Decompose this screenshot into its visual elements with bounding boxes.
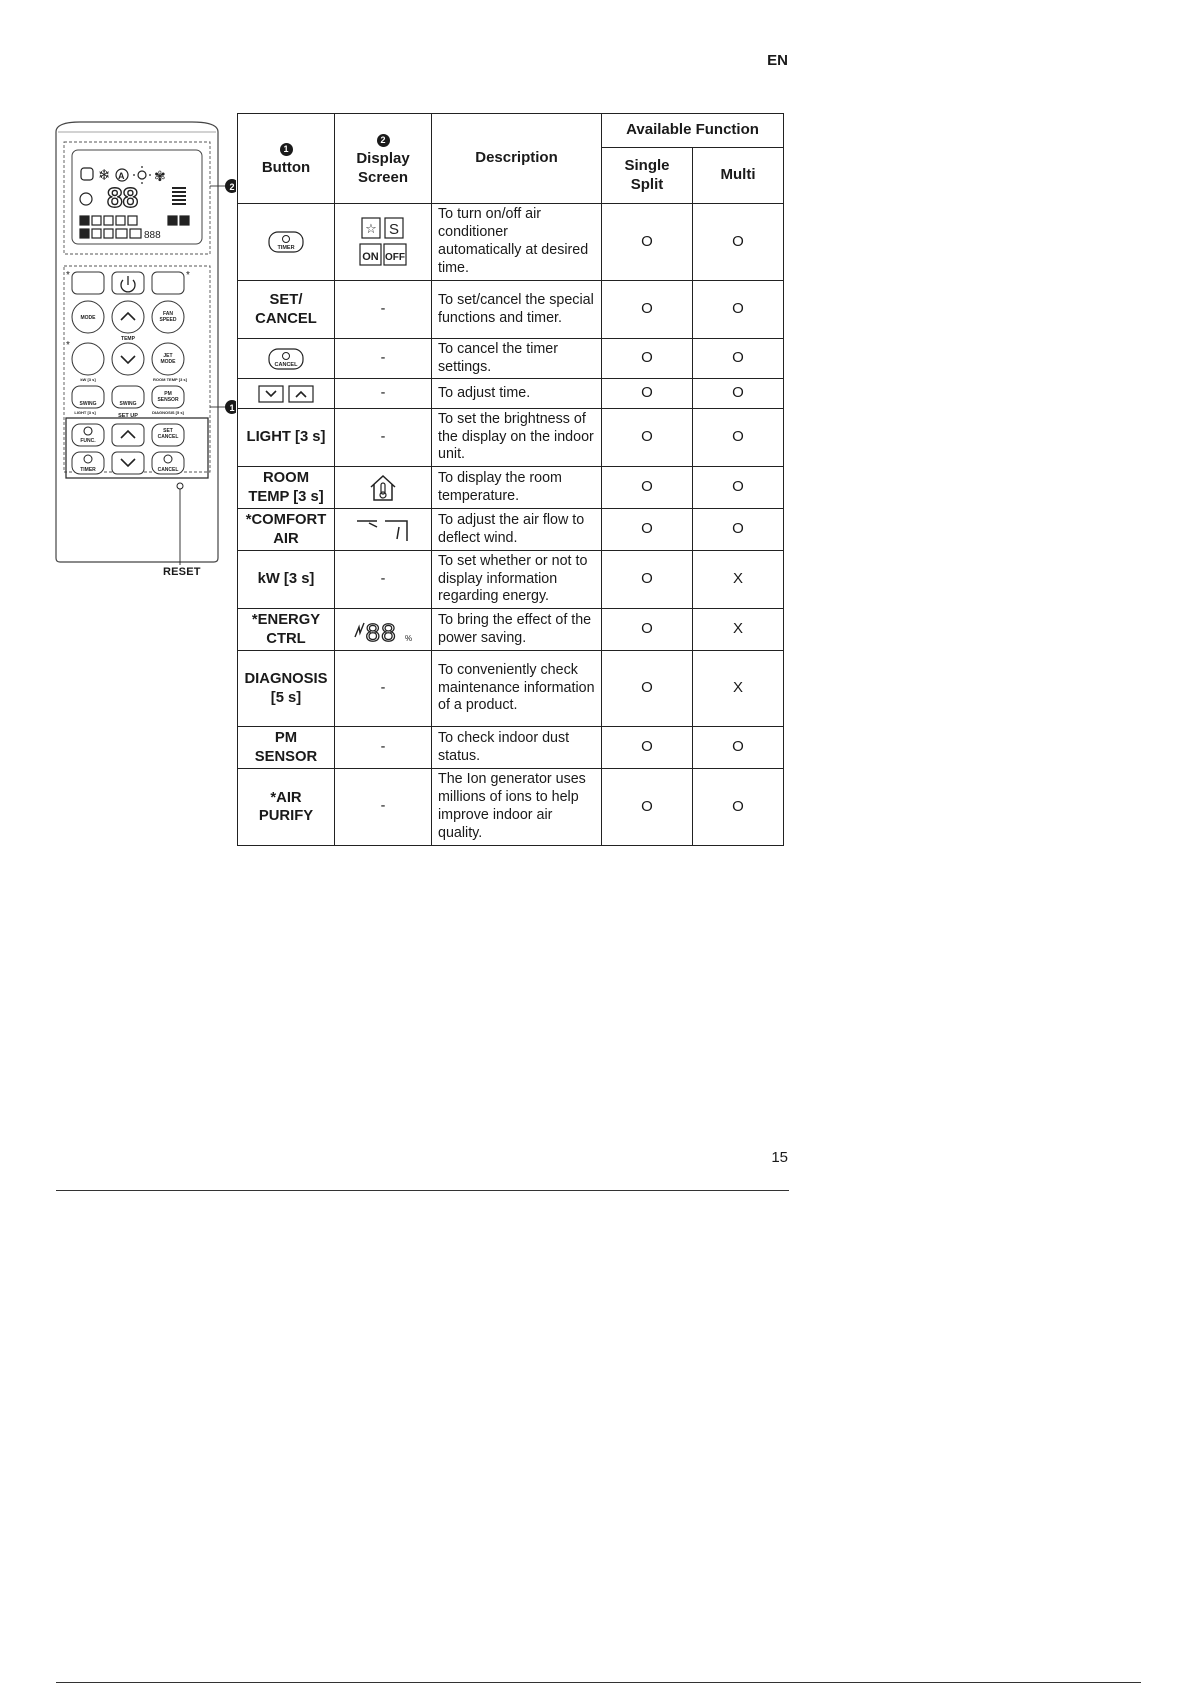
single-split-cell: O [602, 204, 693, 281]
button-cell: PM SENSOR [238, 727, 335, 769]
button-cell: LIGHT [3 s] [238, 409, 335, 467]
description-cell: To adjust time. [432, 379, 602, 409]
table-row [238, 727, 784, 769]
page-number: 15 [771, 1149, 788, 1166]
jet-label-2: MODE [160, 359, 176, 365]
svg-text:88: 88 [365, 618, 397, 645]
pm-label-2: SENSOR [157, 397, 179, 403]
table-row [238, 281, 784, 339]
single-split-cell: O [602, 769, 693, 846]
swing-label-2: SWING [119, 401, 137, 407]
energy-ctrl-digits-icon [351, 615, 415, 645]
single-split-cell: O [602, 551, 693, 609]
table-row [238, 467, 784, 509]
multi-cell: O [693, 467, 784, 509]
svg-text:888: 888 [144, 230, 161, 241]
pm-label-1: PM [164, 391, 172, 397]
single-split-cell: O [602, 467, 693, 509]
multi-cell: X [693, 651, 784, 727]
display-cell: - [335, 409, 432, 467]
table-row [238, 769, 784, 846]
language-code: EN [767, 52, 788, 69]
page-divider [56, 1190, 789, 1191]
multi-cell: O [693, 727, 784, 769]
display-cell: - [335, 339, 432, 379]
table-row [238, 339, 784, 379]
single-split-cell: O [602, 281, 693, 339]
svg-text:TIMER: TIMER [277, 245, 295, 251]
description-cell: To set whether or not to display information regarding energy. [432, 551, 602, 609]
cancel-label: CANCEL [157, 467, 179, 473]
temp-label: TEMP [121, 336, 135, 342]
svg-text:S: S [388, 221, 400, 238]
button-cell: kW [3 s] [238, 551, 335, 609]
setup-label: SET UP [118, 413, 138, 419]
button-cell: SET/ CANCEL [238, 281, 335, 339]
description-cell: To conveniently check maintenance information of a product. [432, 651, 602, 727]
header-available-function: Available Function [602, 114, 784, 148]
callout-2: 2 [229, 182, 235, 192]
description-cell: To cancel the timer settings. [432, 339, 602, 379]
multi-cell: O [693, 204, 784, 281]
room-temp-house-icon [368, 473, 398, 503]
callout-1: 1 [229, 403, 235, 413]
svg-text:%: % [405, 633, 413, 643]
table-row [238, 204, 784, 281]
svg-text:*: * [66, 340, 70, 351]
up-down-arrow-icon [257, 384, 315, 404]
fan-label-1: FAN [163, 311, 173, 317]
function-table [237, 113, 784, 846]
table-row [238, 651, 784, 727]
multi-cell: O [693, 379, 784, 409]
header-single-split: Single Split [602, 148, 693, 204]
button-cell [238, 379, 335, 409]
svg-text:☆: ☆ [365, 221, 377, 236]
single-split-cell: O [602, 651, 693, 727]
reset-label: RESET [163, 566, 201, 578]
display-cell [335, 609, 432, 651]
remote-control-illustration [50, 120, 236, 580]
svg-text:88: 88 [107, 182, 139, 213]
jet-label-1: JET [163, 353, 173, 359]
display-cell: - [335, 727, 432, 769]
description-cell: To bring the effect of the power saving. [432, 609, 602, 651]
description-cell: To set the brightness of the display on the indoor unit. [432, 409, 602, 467]
timer-label: TIMER [80, 467, 96, 473]
description-cell: To set/cancel the special functions and timer. [432, 281, 602, 339]
header-button-label: Button [261, 159, 311, 177]
multi-cell: O [693, 509, 784, 551]
light-label: LIGHT [3 s] [74, 410, 96, 415]
remote-control-drawing [50, 120, 236, 580]
svg-text:✾: ✾ [154, 168, 166, 184]
display-cell [335, 204, 432, 281]
swing-label-1: SWING [79, 401, 97, 407]
button-cell: *ENERGY CTRL [238, 609, 335, 651]
cancel-button-icon [267, 346, 305, 372]
single-split-cell: O [602, 339, 693, 379]
multi-cell: X [693, 609, 784, 651]
description-cell: To check indoor dust status. [432, 727, 602, 769]
func-label: FUNC. [80, 438, 96, 444]
table-row [238, 551, 784, 609]
number-2-badge: 2 [377, 134, 390, 147]
single-split-cell: O [602, 509, 693, 551]
description-cell: The Ion generator uses millions of ions to help improve indoor air quality. [432, 769, 602, 846]
header-display [335, 114, 432, 204]
description-cell: To turn on/off air conditioner automatically at desired time. [432, 204, 602, 281]
comfort-air-vane-icon [353, 515, 413, 545]
svg-text:*: * [186, 270, 190, 281]
description-cell: To adjust the air flow to deflect wind. [432, 509, 602, 551]
button-cell: *AIR PURIFY [238, 769, 335, 846]
header-button [238, 114, 335, 204]
table-row [238, 609, 784, 651]
svg-text:OFF: OFF [385, 252, 405, 263]
fan-label-2: SPEED [159, 317, 177, 323]
display-cell [335, 467, 432, 509]
mode-label: MODE [80, 315, 96, 321]
display-cell: - [335, 281, 432, 339]
header-multi: Multi [693, 148, 784, 204]
button-cell: DIAGNOSIS [5 s] [238, 651, 335, 727]
set-label-1: SET [163, 428, 173, 434]
single-split-cell: O [602, 609, 693, 651]
multi-cell: O [693, 339, 784, 379]
description-cell: To display the room temperature. [432, 467, 602, 509]
multi-cell: O [693, 769, 784, 846]
svg-text:CANCEL: CANCEL [274, 361, 298, 368]
button-cell: ROOM TEMP [3 s] [238, 467, 335, 509]
button-cell [238, 204, 335, 281]
timer-display-icon [358, 215, 408, 269]
kw-label: kW [3 s] [80, 377, 96, 382]
header-display-label: Display Screen [356, 149, 410, 186]
table-row [238, 509, 784, 551]
single-split-cell: O [602, 379, 693, 409]
page-bottom-rule [56, 1682, 1141, 1683]
diagnosis-label: DIAGNOSIS [5 s] [152, 410, 184, 415]
multi-cell: X [693, 551, 784, 609]
svg-text:*: * [66, 270, 70, 281]
button-cell [238, 339, 335, 379]
display-cell: - [335, 651, 432, 727]
multi-cell: O [693, 281, 784, 339]
number-1-badge: 1 [280, 143, 293, 156]
room-temp-label: ROOM TEMP [3 s] [153, 377, 187, 382]
set-label-2: CANCEL [157, 434, 179, 440]
header-description: Description [432, 114, 602, 204]
svg-text:A: A [118, 171, 125, 181]
svg-text:ON: ON [362, 251, 379, 263]
table-row [238, 409, 784, 467]
display-cell [335, 509, 432, 551]
display-cell: - [335, 379, 432, 409]
svg-text:❄: ❄ [98, 167, 111, 184]
multi-cell: O [693, 409, 784, 467]
display-cell: - [335, 551, 432, 609]
single-split-cell: O [602, 727, 693, 769]
single-split-cell: O [602, 409, 693, 467]
display-cell: - [335, 769, 432, 846]
button-cell: *COMFORT AIR [238, 509, 335, 551]
timer-button-icon [267, 229, 305, 255]
table-row [238, 379, 784, 409]
